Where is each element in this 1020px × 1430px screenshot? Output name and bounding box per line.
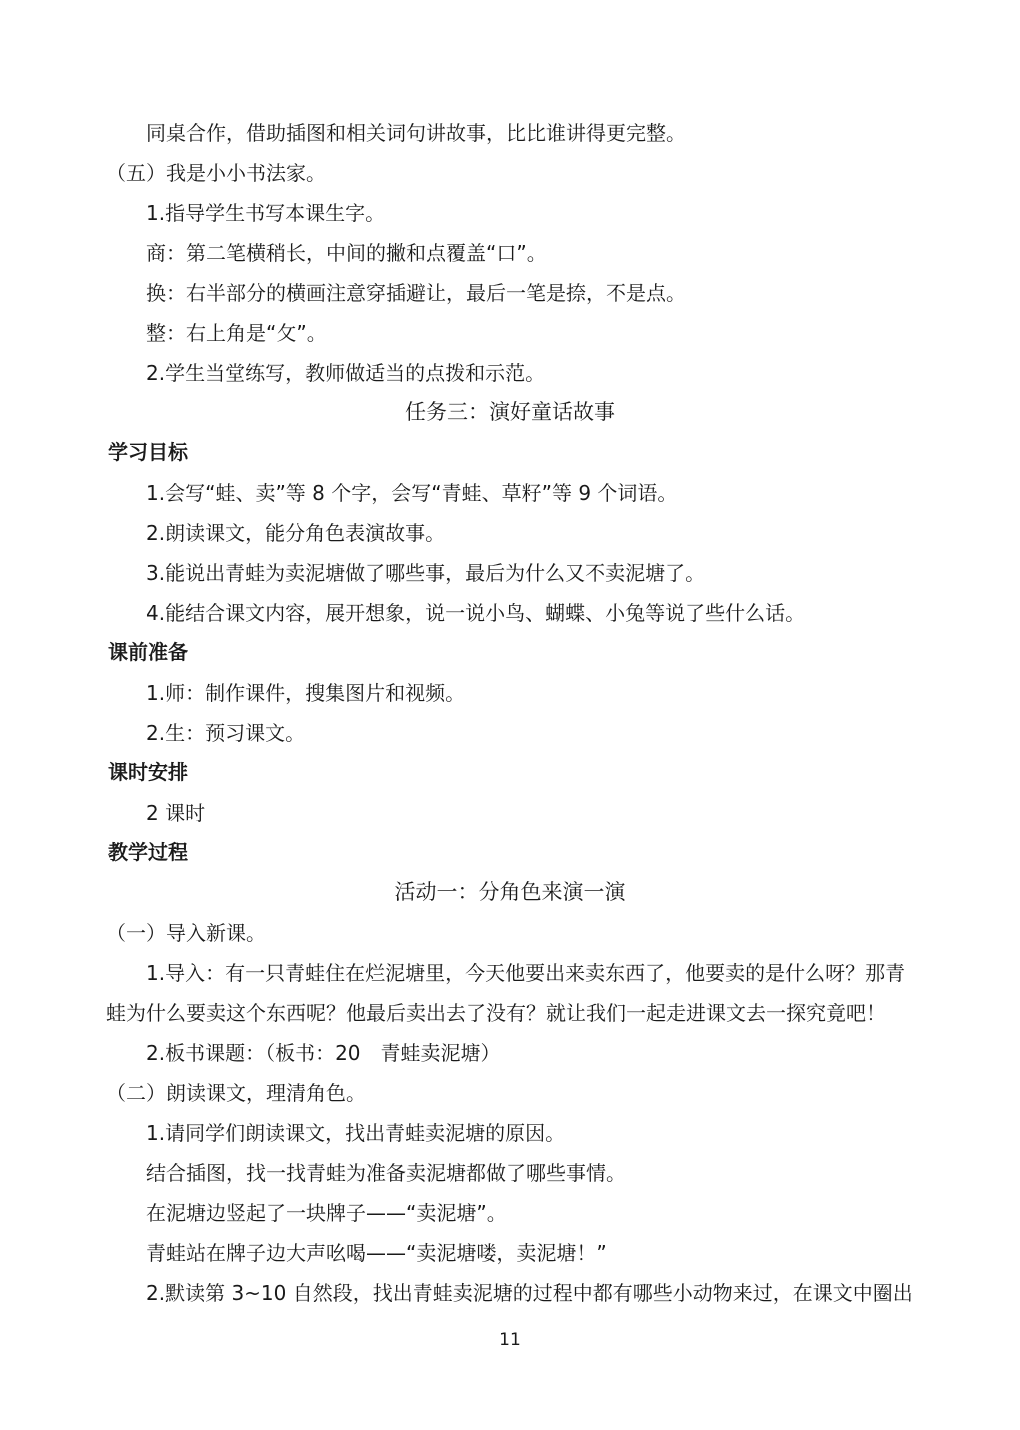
paragraph-line: 结合插图，找一找青蛙为准备卖泥塘都做了哪些事情。 — [146, 1161, 626, 1185]
paragraph-line: 3.能说出青蛙为卖泥塘做了哪些事，最后为什么又不卖泥塘了。 — [146, 561, 706, 585]
section-heading: （五）我是小小书法家。 — [106, 161, 326, 185]
bold-heading: 教学过程 — [108, 840, 188, 864]
activity-title: 活动一：分角色来演一演 — [394, 880, 626, 904]
section-heading: （二）朗读课文，理清角色。 — [106, 1081, 366, 1105]
paragraph-line: 1.导入：有一只青蛙住在烂泥塘里，今天他要出来卖东西了，他要卖的是什么呀？那青 — [146, 961, 906, 985]
paragraph-line: 1.师：制作课件，搜集图片和视频。 — [146, 681, 466, 705]
paragraph-line: 2.学生当堂练写，教师做适当的点拨和示范。 — [146, 361, 546, 385]
paragraph-line: 2 课时 — [146, 801, 206, 825]
paragraph-line: 1.指导学生书写本课生字。 — [146, 201, 386, 225]
page-number: 11 — [499, 1330, 521, 1350]
task-title: 任务三：演好童话故事 — [405, 400, 615, 424]
paragraph-line: 同桌合作，借助插图和相关词句讲故事，比比谁讲得更完整。 — [146, 121, 686, 145]
bold-heading: 学习目标 — [108, 440, 188, 464]
paragraph-line: 2.生：预习课文。 — [146, 721, 306, 745]
paragraph-line: 1.会写“蛙、卖”等 8 个字，会写“青蛙、草籽”等 9 个词语。 — [146, 481, 678, 505]
paragraph-line: 整：右上角是“攵”。 — [146, 321, 327, 345]
paragraph-line: 换：右半部分的横画注意穿插避让，最后一笔是捺，不是点。 — [146, 281, 686, 305]
bold-heading: 课前准备 — [108, 640, 188, 664]
paragraph-line: 2.板书课题：（板书：20 青蛙卖泥塘） — [146, 1041, 501, 1065]
paragraph-line: 蛙为什么要卖这个东西呢？他最后卖出去了没有？就让我们一起走进课文去一探究竟吧！ — [106, 1001, 886, 1025]
paragraph-line: 商：第二笔横稍长，中间的撇和点覆盖“口”。 — [146, 241, 547, 265]
paragraph-line: 1.请同学们朗读课文，找出青蛙卖泥塘的原因。 — [146, 1121, 566, 1145]
paragraph-line: 青蛙站在牌子边大声吆喝——“卖泥塘喽，卖泥塘！” — [146, 1241, 607, 1265]
bold-heading: 课时安排 — [108, 760, 188, 784]
paragraph-line: 4.能结合课文内容，展开想象，说一说小鸟、蝴蝶、小兔等说了些什么话。 — [146, 601, 806, 625]
paragraph-line: 在泥塘边竖起了一块牌子——“卖泥塘”。 — [146, 1201, 507, 1225]
section-heading: （一）导入新课。 — [106, 921, 266, 945]
paragraph-line: 2.朗读课文，能分角色表演故事。 — [146, 521, 446, 545]
paragraph-line: 2.默读第 3~10 自然段，找出青蛙卖泥塘的过程中都有哪些小动物来过，在课文中圈出 — [146, 1281, 913, 1305]
